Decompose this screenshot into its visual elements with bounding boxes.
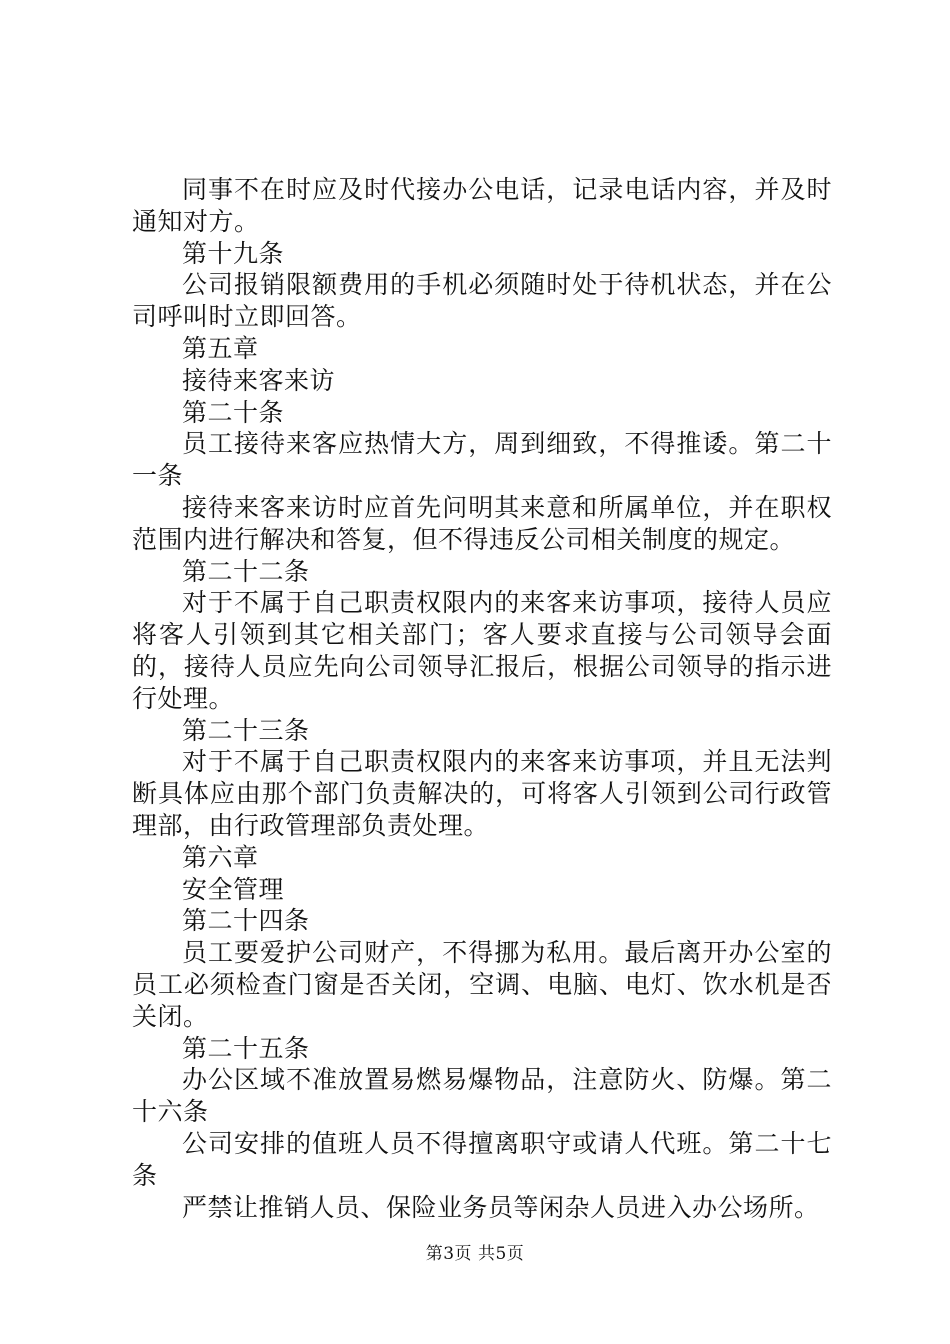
paragraph: 接待来客来访时应首先问明其来意和所属单位，并在职权范围内进行解决和答复，但不得违反公司相关制度的规定。 [132,492,832,554]
paragraph: 办公区域不准放置易燃易爆物品，注意防火、防爆。第二十六条 [132,1065,832,1127]
article-heading: 第十九条 [182,238,285,268]
paragraph: 公司安排的值班人员不得擅离职守或请人代班。第二十七条 [132,1128,832,1190]
page-footer: 第3页 共5页 [425,1244,525,1264]
article-heading: 第二十条 [182,397,285,427]
paragraph: 公司报销限额费用的手机必须随时处于待机状态，并在公司呼叫时立即回答。 [132,270,832,332]
article-heading: 第二十五条 [182,1033,310,1063]
article-heading: 第二十三条 [182,715,310,745]
chapter-heading: 第六章 [182,842,259,872]
chapter-title: 安全管理 [182,874,285,904]
chapter-title: 接待来客来访 [182,365,336,395]
paragraph: 严禁让推销人员、保险业务员等闲杂人员进入办公场所。 [182,1192,820,1222]
paragraph: 员工要爱护公司财产，不得挪为私用。最后离开办公室的员工必须检查门窗是否关闭，空调、电脑、电灯、饮水机是否关闭。 [132,938,832,1031]
article-heading: 第二十四条 [182,906,310,936]
article-heading: 第二十二条 [182,556,310,586]
chapter-heading: 第五章 [182,333,259,363]
paragraph: 同事不在时应及时代接办公电话，记录电话内容，并及时通知对方。 [132,175,832,236]
paragraph: 对于不属于自己职责权限内的来客来访事项，并且无法判断具体应由那个部门负责解决的，可将客人引领到公司行政管理部，由行政管理部负责处理。 [132,747,832,840]
document-body [132,174,832,1223]
paragraph: 员工接待来客应热情大方，周到细致，不得推诿。第二十一条 [132,429,832,491]
paragraph: 对于不属于自己职责权限内的来客来访事项，接待人员应将客人引领到其它相关部门；客人要求直接与公司领导会面的，接待人员应先向公司领导汇报后，根据公司领导的指示进行处理。 [132,588,832,713]
